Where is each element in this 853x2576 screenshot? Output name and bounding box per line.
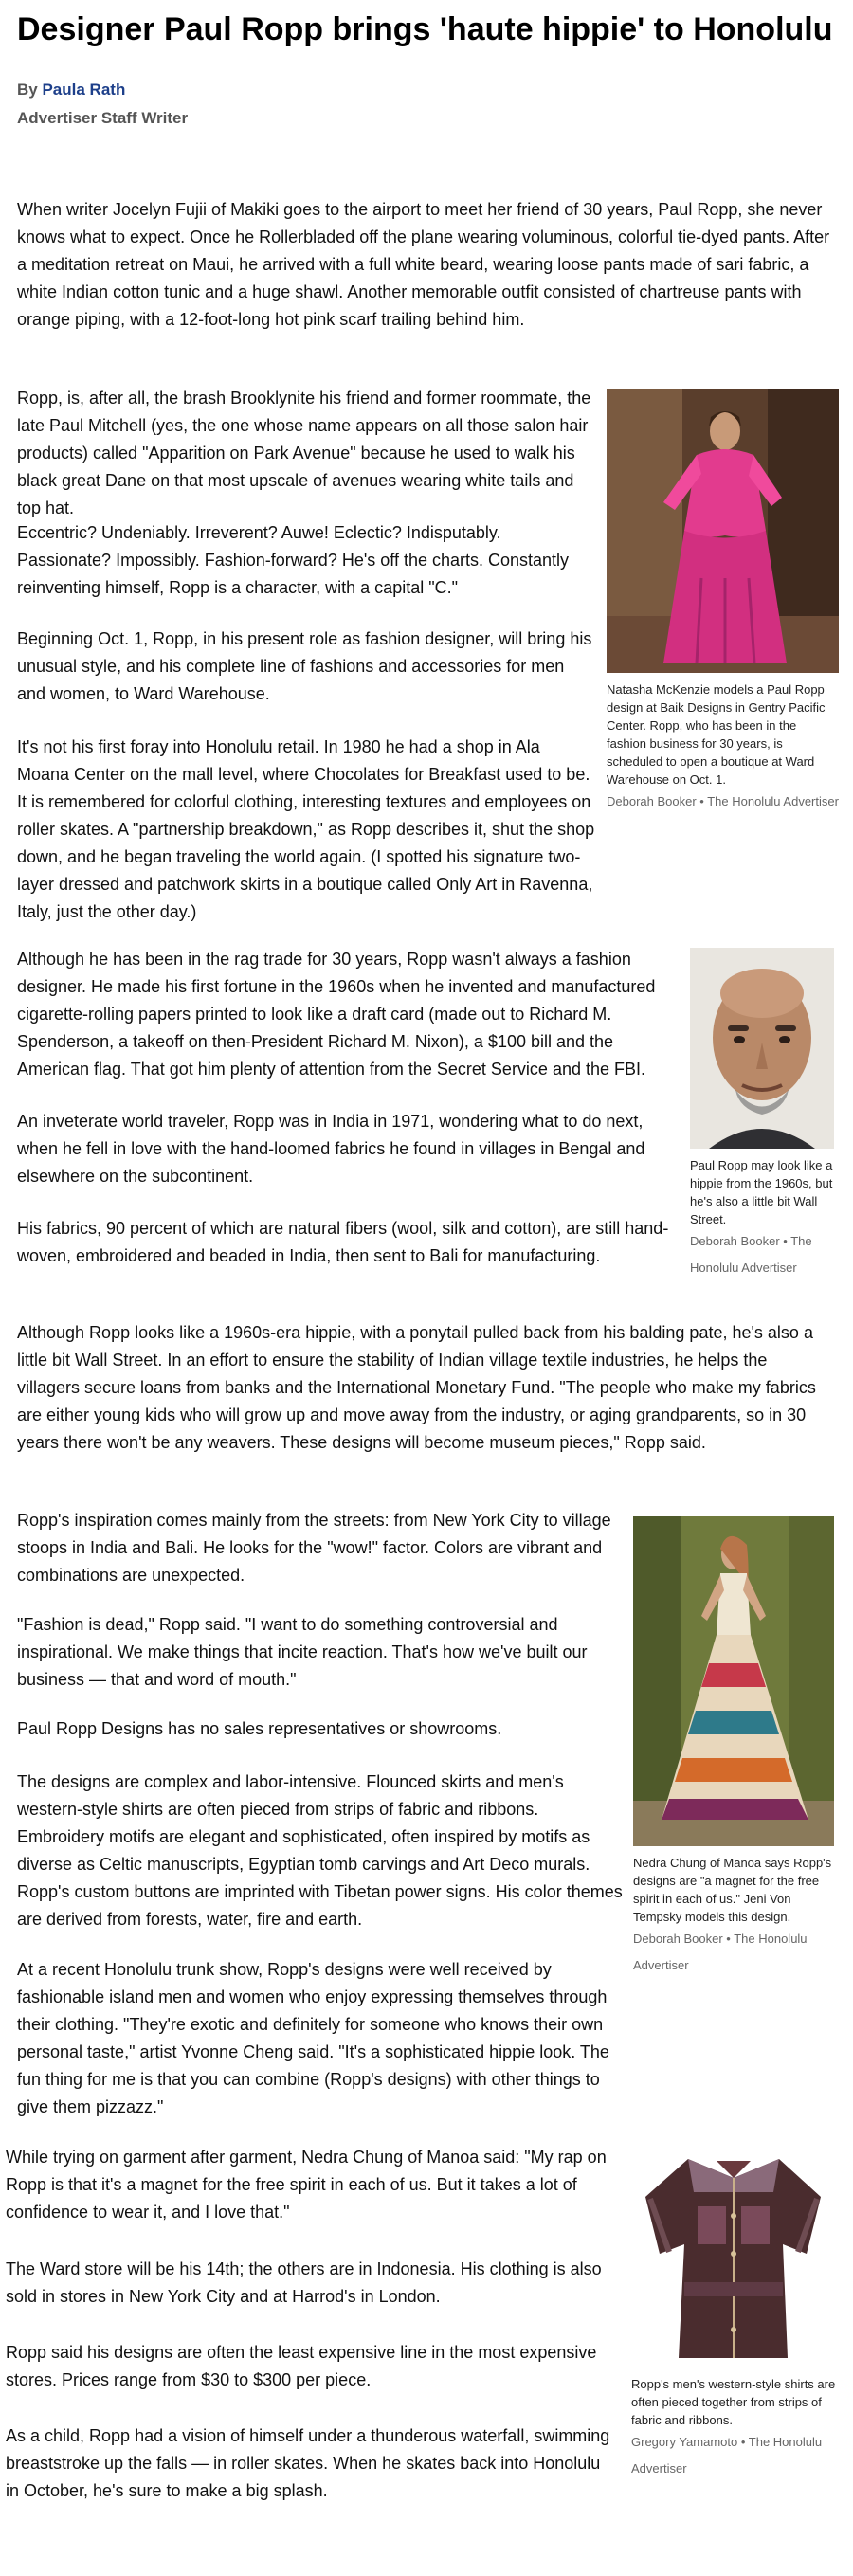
article-header <box>17 0 838 133</box>
paragraph: At a recent Honolulu trunk show, Ropp's designs were well received by fashionable island men and women who enjoy expressing themselves through their clothing. "They're exotic and definitely for someone who knows their own personal taste," artist Yvonne Cheng said. "It's a sophisticated hippie look. The fun thing for me is that you can combine (Ropp's designs) with other things to give them pizzazz." <box>17 1960 609 2116</box>
paragraph: "Fashion is dead," Ropp said. "I want to do something controversial and inspirational. We make things that incite reaction. That's how we've built our business — that and word of mouth." <box>17 1615 588 1689</box>
photo-credit: Deborah Booker • The Honolulu Advertiser <box>633 1932 808 1972</box>
byline <box>17 76 838 133</box>
paragraph: It's not his first foray into Honolulu retail. In 1980 he had a shop in Ala Moana Center on the mall level, where Chocolates for Breakfast used to be. It is remembered for colorful clothing, interesting textures and employees on roller skates. A "partnership breakdown," as Ropp describes it, shut the shop down, and he began traveling the world again. (I spotted his signature two-layer dressed and patchwork skirts in a boutique called Only Art in Ravenna, Italy, just the other day.) <box>17 737 595 921</box>
photo-credit: Deborah Booker • The Honolulu Advertiser <box>690 1234 812 1275</box>
paragraph: The Ward store will be his 14th; the others are in Indonesia. His clothing is also sold in stores in New York City and at Harrod's in London. <box>6 2259 602 2306</box>
paragraph: Ropp's inspiration comes mainly from the streets: from New York City to village stoops in India and Bali. He looks for the "wow!" factor. Colors are vibrant and combinations are unexpected. <box>17 1511 611 1585</box>
paragraph: An inveterate world traveler, Ropp was in India in 1971, wondering what to do next, when he fell in love with the hand-loomed fabrics he found in villages in Bengal and elsewhere on the subcontinent. <box>17 1112 645 1186</box>
paragraph: The designs are complex and labor-intensive. Flounced skirts and men's western-style shirts are often pieced from strips of fabric and ribbons. Embroidery motifs are elegant and sophisticated, often inspired by motifs as diverse as Celtic manuscripts, Egyptian tomb carvings and Art Deco murals. Ropp's custom buttons are imprinted with Tibetan power signs. His color themes are derived from forests, water, fire and earth. <box>17 1772 623 1929</box>
caption: Natasha McKenzie models a Paul Ropp design at Baik Designs in Gentry Pacific Center. Ropp, who has been in the fashion business for 30 years, is scheduled to open a boutique at Ward Warehouse on Oct. 1. <box>607 682 826 787</box>
paragraph: Beginning Oct. 1, Ropp, in his present role as fashion designer, will bring his unusual style, and his complete line of fashions and accessories for men and women, to Ward Warehouse. <box>17 629 592 703</box>
paragraph: Eccentric? Undeniably. Irreverent? Auwe! Eclectic? Indisputably. Passionate? Impossibly. Fashion-forward? He's off the charts. Constantly reinventing himself, Ropp is a character, with a capital "C." <box>17 523 570 597</box>
paragraph: Paul Ropp Designs has no sales representatives or showrooms. <box>17 1719 502 1738</box>
figure-western-shirt <box>631 2140 836 2482</box>
caption: Paul Ropp may look like a hippie from the 1960s, but he's also a little bit Wall Street. <box>690 1158 833 1226</box>
paragraph: Ropp, is, after all, the brash Brooklynite his friend and former roommate, the late Paul Mitchell (yes, the one whose name appears on all those salon hair products) called "Apparition on Park Avenue" because he used to walk his black great Dane on that most upscale of avenues wearing white tails and top hat. <box>17 389 591 517</box>
photo-paul-ropp <box>690 948 834 1149</box>
author-link[interactable]: Paula Rath <box>42 81 126 99</box>
headline: Designer Paul Ropp brings 'haute hippie' to Honolulu <box>17 11 833 47</box>
byline-prefix: By <box>17 81 43 99</box>
photo-western-shirt <box>631 2140 836 2367</box>
paragraph: His fabrics, 90 percent of which are natural fibers (wool, silk and cotton), are still hand-woven, embroidered and beaded in India, then sent to Bali for manufacturing. <box>17 1219 669 1265</box>
paragraph: When writer Jocelyn Fujii of Makiki goes to the airport to meet her friend of 30 years, Paul Ropp, she never knows what to expect. Once he Rollerbladed off the plane wearing voluminous, colorful tie-dyed pants. After a meditation retreat on Maui, he arrived with a full white beard, wearing loose pants made of sari fabric, a white Indian cotton tunic and a huge shawl. Another memorable outfit consisted of chartreuse pants with orange piping, with a 12-foot-long hot pink scarf trailing behind him. <box>17 200 830 329</box>
paragraph: Although Ropp looks like a 1960s-era hippie, with a ponytail pulled back from his balding pate, he's also a little bit Wall Street. In an effort to ensure the stability of Indian village textile industries, he helps the villagers secure loans from banks and the International Monetary Fund. "The people who make my fabrics are either young kids who will grow up and move away from the industry, or aging grandparents, so in 30 years there won't be any weavers. These designs will become museum pieces," Ropp said. <box>17 1323 816 1452</box>
photo-credit: Deborah Booker • The Honolulu Advertiser <box>607 794 839 808</box>
paragraph: Although he has been in the rag trade for 30 years, Ropp wasn't always a fashion designer. He made his first fortune in the 1960s when he invented and manufactured cigarette-rolling papers printed to look like a draft card (made out to Richard M. Spenderson, a takeoff on then-President Richard M. Nixon), a $100 bill and the American flag. That got him plenty of attention from the Secret Service and the FBI. <box>17 950 656 1079</box>
caption: Ropp's men's western-style shirts are often pieced together from strips of fabric and ribbons. <box>631 2377 836 2427</box>
paragraph: Ropp said his designs are often the least expensive line in the most expensive stores. Prices range from $30 to $300 per piece. <box>6 2343 597 2389</box>
paragraph: While trying on garment after garment, Nedra Chung of Manoa said: "My rap on Ropp is that it's a magnet for the free spirit in each of us. But it takes a lot of confidence to wear it, and I love that." <box>6 2148 607 2222</box>
photo-credit: Gregory Yamamoto • The Honolulu Advertiser <box>631 2435 823 2476</box>
author-role: Advertiser Staff Writer <box>17 109 189 127</box>
paragraph: As a child, Ropp had a vision of himself under a thunderous waterfall, swimming breaststroke up the falls — in roller skates. When he skates back into Honolulu in October, he's sure to make a big splash. <box>6 2426 610 2500</box>
figure-model-pink <box>607 389 839 815</box>
figure-flounced-skirt <box>633 1516 834 1979</box>
caption: Nedra Chung of Manoa says Ropp's designs are "a magnet for the free spirit in each of us." Jeni Von Tempsky models this design. <box>633 1856 832 1924</box>
photo-model-pink <box>607 389 839 673</box>
photo-flounced-skirt <box>633 1516 834 1846</box>
figure-paul-ropp <box>690 948 834 1281</box>
